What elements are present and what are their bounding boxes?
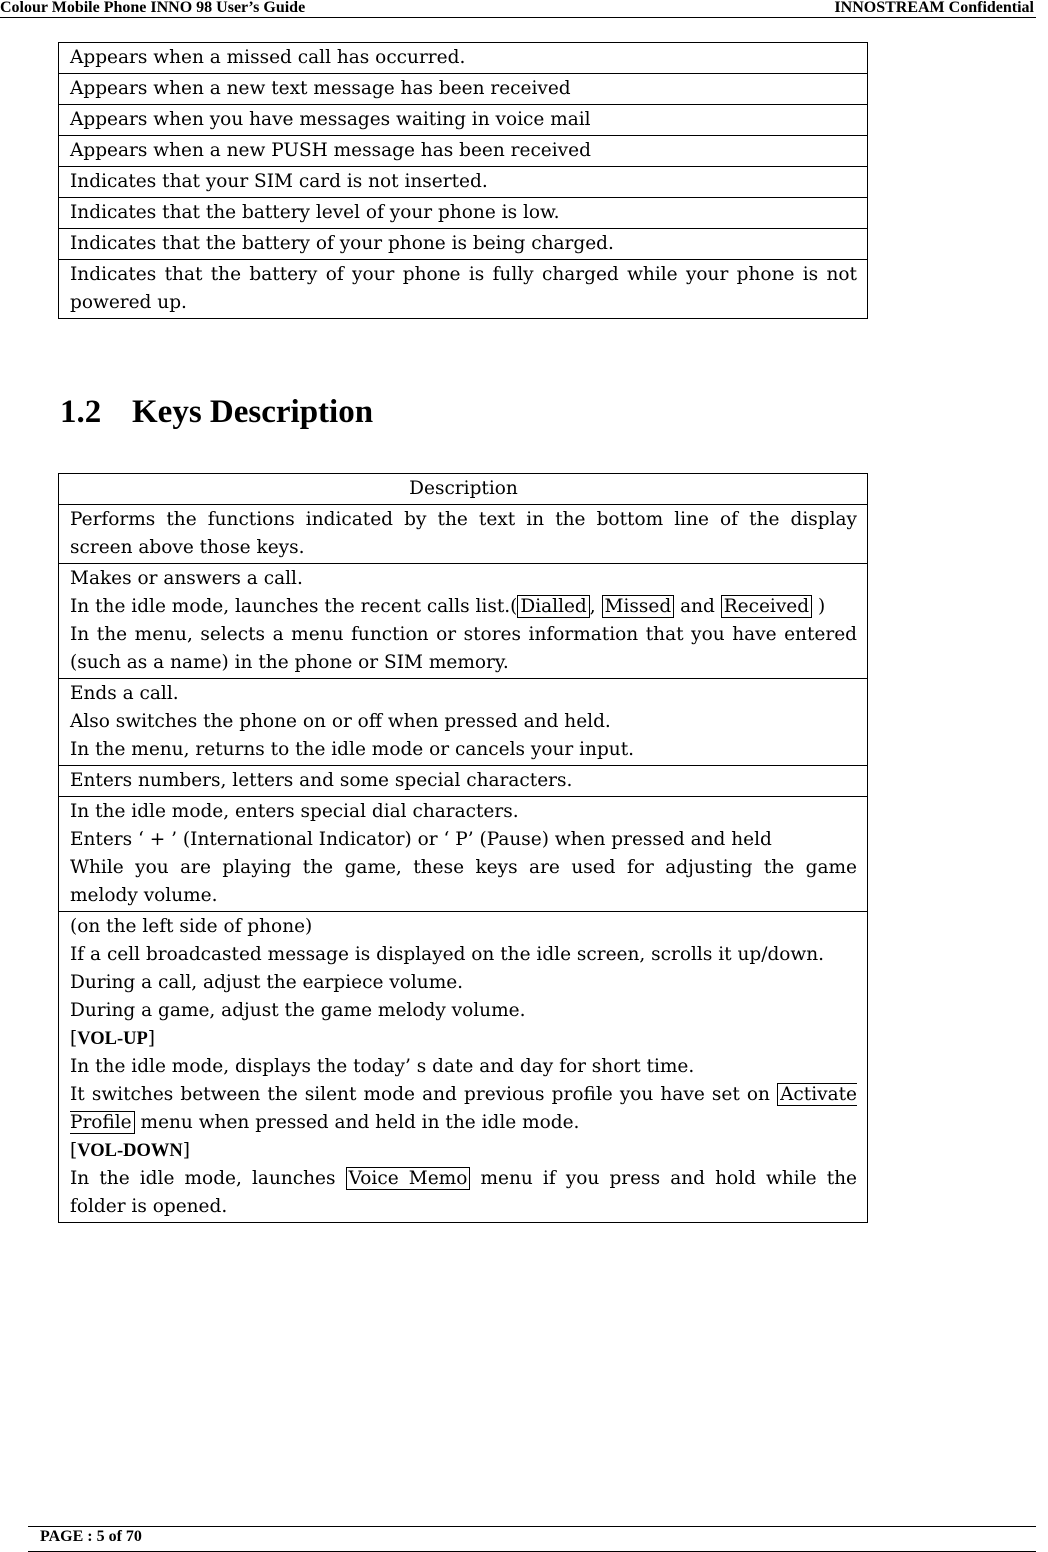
page-number: PAGE : 5 of 70 — [40, 1528, 142, 1545]
icon-description: Appears when a missed call has occurred. — [59, 43, 868, 74]
keys-description-table — [58, 473, 868, 1223]
icon-description: Appears when a new PUSH message has been received — [59, 136, 868, 167]
volume-keys-description — [59, 912, 868, 1223]
volume-line-7-end: menu if you press and hold while the folder is opened. — [70, 1168, 857, 1217]
table-row — [59, 564, 868, 679]
table-row — [59, 260, 868, 319]
volume-line-1: (on the left side of phone) — [70, 916, 313, 937]
number-keys-description: Enters numbers, letters and some special characters. — [59, 766, 868, 797]
volume-line-6-text: It switches between the silent mode and previous profile you have set on — [70, 1084, 778, 1105]
menu-ref-missed: Missed — [602, 595, 675, 618]
separator: , — [589, 596, 602, 617]
send-line-3: In the menu, selects a menu function or stores information that you have entered (such as a name) in the phone or SIM memory. — [70, 624, 857, 673]
table-header-row — [59, 474, 868, 505]
volume-line-6 — [70, 1081, 857, 1137]
volume-line-5: In the idle mode, displays the today’ s date and day for short time. — [70, 1056, 695, 1077]
volume-line-7-text: In the idle mode, launches — [70, 1168, 346, 1189]
bracket: ] — [182, 1140, 190, 1161]
table-row — [59, 198, 868, 229]
end-line-2: Also switches the phone on or off when pressed and held. — [70, 711, 611, 732]
volume-line-7 — [70, 1165, 857, 1221]
volume-line-3: During a call, adjust the earpiece volume. — [70, 972, 464, 993]
page-footer — [28, 1526, 1036, 1552]
table-row — [59, 74, 868, 105]
bracket: [ — [70, 1028, 78, 1049]
section-title: Keys Description — [132, 394, 374, 430]
special-line-3: While you are playing the game, these keys are used for adjusting the game melody volume. — [70, 857, 857, 906]
volume-line-2: If a cell broadcasted message is displayed on the idle screen, scrolls it up/down. — [70, 944, 825, 965]
end-key-description — [59, 679, 868, 766]
vol-down-heading — [70, 1137, 857, 1165]
volume-line-4: During a game, adjust the game melody volume. — [70, 1000, 526, 1021]
menu-ref-received: Received — [721, 595, 812, 618]
section-number: 1.2 — [60, 394, 102, 430]
separator: and — [674, 596, 721, 617]
icon-description: Indicates that the battery of your phone is being charged. — [59, 229, 868, 260]
table-row — [59, 136, 868, 167]
send-line-2-text: In the idle mode, launches the recent calls list.( — [70, 596, 518, 617]
header-doc-title: Colour Mobile Phone INNO 98 User’s Guide — [0, 0, 306, 16]
status-icon-table — [58, 42, 868, 319]
special-line-1: In the idle mode, enters special dial characters. — [70, 801, 519, 822]
table-row — [59, 43, 868, 74]
menu-ref-voice-memo: Voice Memo — [346, 1167, 471, 1190]
section-heading — [60, 394, 373, 431]
send-line-2-end: ) — [812, 596, 826, 617]
soft-keys-description: Performs the functions indicated by the text in the bottom line of the display screen above those keys. — [59, 505, 868, 564]
send-key-description — [59, 564, 868, 679]
table-row — [59, 912, 868, 1223]
header-confidential: INNOSTREAM Confidential — [834, 0, 1034, 16]
vol-up-label: VOL-UP — [77, 1029, 148, 1049]
volume-line-6-end: menu when pressed and held in the idle mode. — [134, 1112, 580, 1133]
send-line-2 — [70, 593, 857, 621]
special-keys-description — [59, 797, 868, 912]
bracket: [ — [70, 1140, 78, 1161]
column-header-description: Description — [59, 474, 868, 505]
menu-ref-activate-profile: Activate Profile — [70, 1084, 857, 1133]
table-row — [59, 766, 868, 797]
vol-down-label: VOL-DOWN — [77, 1141, 183, 1161]
icon-description: Indicates that the battery level of your phone is low. — [59, 198, 868, 229]
page-header — [0, 0, 1036, 18]
end-line-1: Ends a call. — [70, 683, 179, 704]
icon-description: Indicates that your SIM card is not inserted. — [59, 167, 868, 198]
icon-description: Appears when a new text message has been received — [59, 74, 868, 105]
icon-description: Appears when you have messages waiting in voice mail — [59, 105, 868, 136]
table-row — [59, 797, 868, 912]
vol-up-heading — [70, 1025, 857, 1053]
table-row — [59, 505, 868, 564]
table-row — [59, 679, 868, 766]
table-row — [59, 229, 868, 260]
end-line-3: In the menu, returns to the idle mode or cancels your input. — [70, 739, 635, 760]
icon-description: Indicates that the battery of your phone is fully charged while your phone is not powered up. — [59, 260, 868, 319]
menu-ref-dialled: Dialled — [517, 595, 589, 618]
table-row — [59, 167, 868, 198]
special-line-2: Enters ‘ + ’ (International Indicator) or ‘ P’ (Pause) when pressed and held — [70, 829, 772, 850]
bracket: ] — [147, 1028, 155, 1049]
table-row — [59, 105, 868, 136]
send-line-1: Makes or answers a call. — [70, 568, 303, 589]
